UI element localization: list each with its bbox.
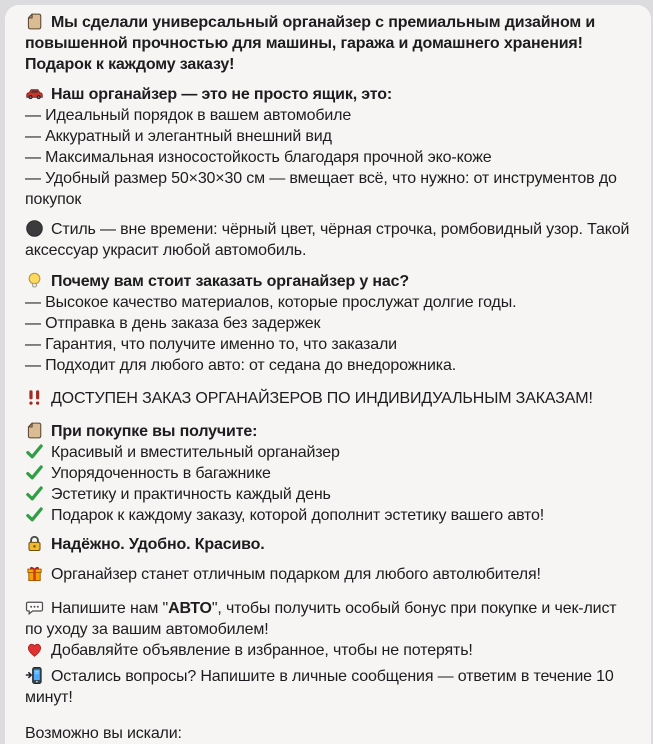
lightbulb-icon — [25, 271, 44, 290]
footer-label: Возможно вы искали: — [25, 725, 182, 742]
feature-item: — Идеальный порядок в вашем автомобиле — [25, 107, 352, 124]
why-us-item: — Подходит для любого авто: от седана до внедорожника. — [25, 357, 457, 374]
custom-order-line: ДОСТУПЕН ЗАКАЗ ОРГАНАЙЗЕРОВ ПО ИНДИВИДУАЛЬНЫМ ЗАКАЗАМ! — [25, 388, 635, 409]
feature-item: — Максимальная износостойкость благодаря прочной эко-коже — [25, 149, 492, 166]
slogan-line: Надёжно. Удобно. Красиво. — [25, 534, 635, 555]
intro-text: Мы сделали универсальный органайзер с премиальным дизайном и повышенной прочностью для машины, гаража и домашнего хранения! Подарок к каждому заказу! — [25, 14, 596, 73]
benefits-section — [25, 421, 635, 526]
why-us-section — [25, 271, 635, 376]
favorites-line: Добавляйте объявление в избранное, чтобы не потерять! — [25, 640, 635, 661]
bonus-paragraph: Напишите нам "АВТО", чтобы получить особый бонус при покупке и чек-лист по уходу за вашим автомобилем! — [25, 600, 617, 638]
feature-item: — Удобный размер 50×30×30 см — вмещает всё, что нужно: от инструментов до покупок — [25, 170, 617, 208]
gift-note: Органайзер станет отличным подарком для любого автолюбителя! — [25, 564, 635, 585]
questions-line: Остались вопросы? Напишите в личные сообщения — ответим в течение 10 минут! — [25, 668, 614, 706]
car-icon — [25, 84, 44, 103]
intro-paragraph — [25, 12, 635, 75]
listing-description-card — [5, 5, 651, 744]
benefit-item: Эстетику и практичность каждый день — [25, 484, 635, 505]
bonus-keyword: АВТО — [168, 600, 212, 617]
features-section — [25, 84, 635, 210]
gift-icon — [25, 564, 44, 583]
why-us-heading: Почему вам стоит заказать органайзер у нас? — [25, 271, 635, 292]
check-icon — [25, 505, 44, 524]
double-exclamation-icon — [25, 388, 44, 407]
page-icon — [25, 12, 44, 31]
why-us-item: — Высокое качество материалов, которые прослужат долгие годы. — [25, 294, 517, 311]
phone-icon — [25, 666, 44, 685]
check-icon — [25, 442, 44, 461]
benefit-item: Красивый и вместительный органайзер — [25, 442, 635, 463]
benefit-item: Подарок к каждому заказу, которой дополнит эстетику вашего авто! — [25, 505, 635, 526]
benefit-item: Упорядоченность в багажнике — [25, 463, 635, 484]
chat-bubble-icon — [25, 598, 44, 617]
features-heading: Наш органайзер — это не просто ящик, это: — [25, 84, 635, 105]
check-icon — [25, 463, 44, 482]
heart-icon — [25, 640, 44, 659]
feature-item: — Аккуратный и элегантный внешний вид — [25, 128, 332, 145]
check-icon — [25, 484, 44, 503]
page-icon — [25, 421, 44, 440]
why-us-item: — Отправка в день заказа без задержек — [25, 315, 321, 332]
benefits-heading: При покупке вы получите: — [25, 421, 635, 442]
why-us-item: — Гарантия, что получите именно то, что заказали — [25, 336, 397, 353]
black-circle-icon — [25, 219, 44, 238]
style-note: Стиль — вне времени: чёрный цвет, чёрная строчка, ромбовидный узор. Такой аксессуар украсит любой автомобиль. — [25, 221, 630, 259]
lock-icon — [25, 534, 44, 553]
